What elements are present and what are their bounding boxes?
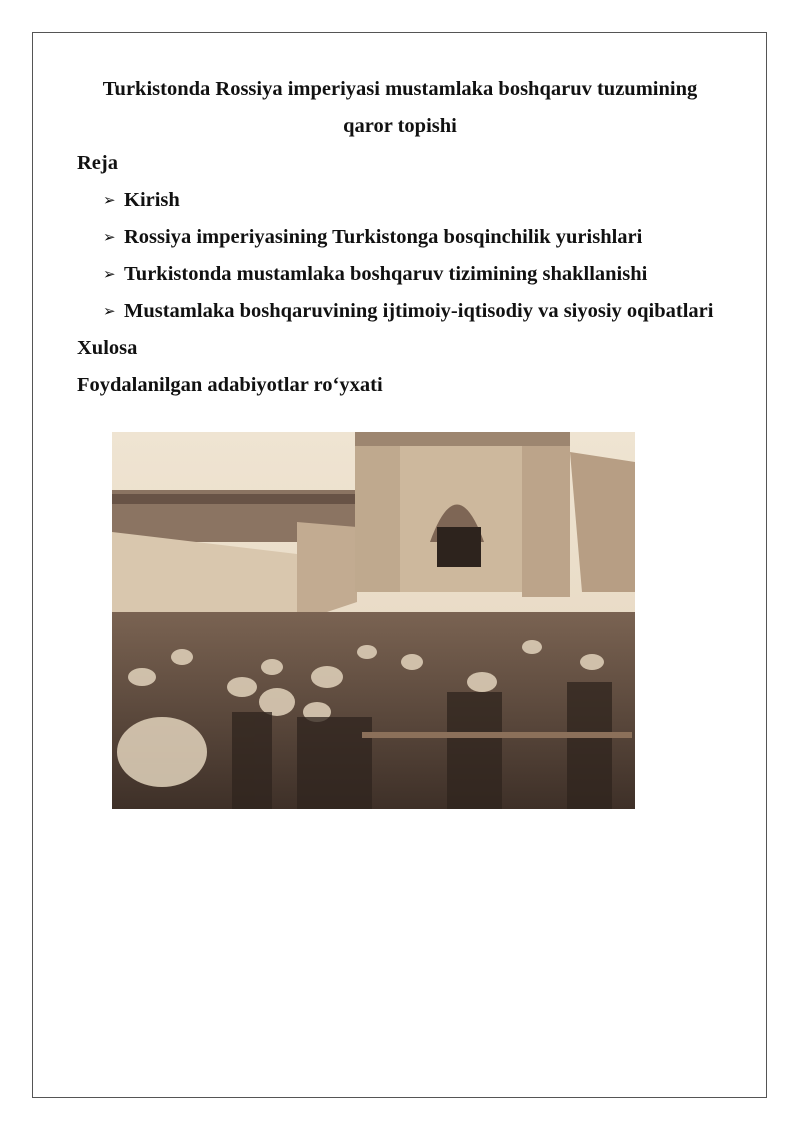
plan-item-conquest <box>103 219 642 256</box>
arrow-right-icon: ➢ <box>103 302 116 320</box>
plan-item-label: Kirish <box>124 189 180 211</box>
arrow-right-icon: ➢ <box>103 265 116 283</box>
plan-item-consequences <box>103 293 713 330</box>
plan-item-label: Turkistonda mustamlaka boshqaruv tizimining shakllanishi <box>124 263 648 285</box>
conclusion-heading: Xulosa <box>77 337 138 359</box>
plan-item-label: Mustamlaka boshqaruvining ijtimoiy-iqtisodiy va siyosiy oqibatlari <box>124 300 714 322</box>
historical-photo-illustration <box>112 432 635 809</box>
plan-item-label: Rossiya imperiyasining Turkistonga bosqinchilik yurishlari <box>124 226 643 248</box>
arrow-right-icon: ➢ <box>103 191 116 209</box>
plan-item-introduction <box>103 182 180 219</box>
plan-heading: Reja <box>77 152 118 174</box>
document-title-line-1: Turkistonda Rossiya imperiyasi mustamlaka boshqaruv tuzumining <box>102 78 698 100</box>
document-title-line-2: qaror topishi <box>343 115 457 137</box>
arrow-right-icon: ➢ <box>103 228 116 246</box>
historical-photo <box>112 432 635 809</box>
references-heading: Foydalanilgan adabiyotlar ro‘yxati <box>77 374 383 396</box>
plan-item-administration <box>103 256 647 293</box>
